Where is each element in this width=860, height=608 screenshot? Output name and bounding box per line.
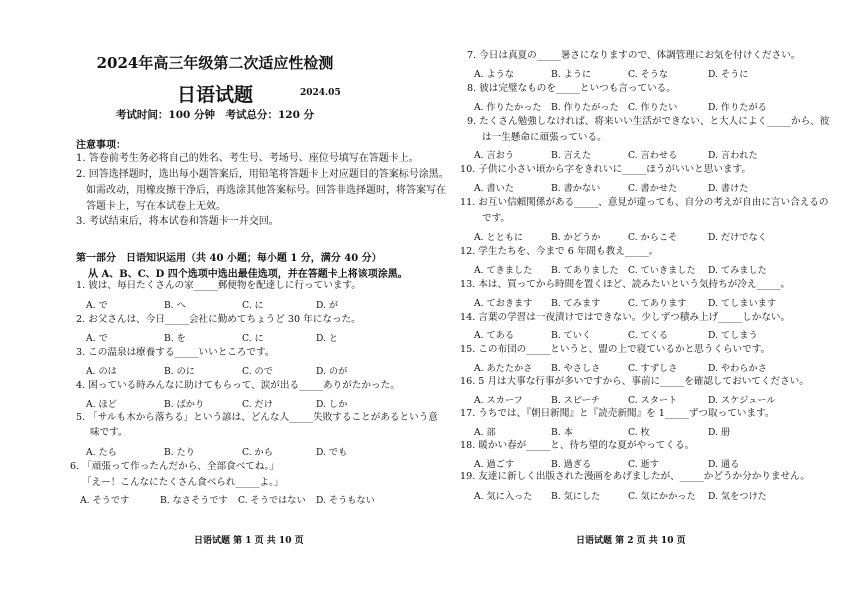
- option-a: A. ような: [474, 69, 515, 80]
- option-c: C. てくる: [628, 330, 669, 341]
- option-b: B. かどうか: [551, 232, 601, 243]
- option-a: A. そうです: [80, 495, 130, 506]
- question-7: 7. 今日は真夏の_____暑さになりますので、体調管理にお気を付けください。: [467, 50, 801, 61]
- question-14: 14. 言葉の学習は一夜漬けではできない。少しずつ積み上げ_____しかない。: [460, 312, 791, 323]
- option-c: C. すずしさ: [628, 363, 678, 374]
- option-b: B. 作りたがった: [551, 102, 619, 113]
- question-16-options: [474, 392, 814, 405]
- question-2: 2. お父さんは、今日_____会社に勤めてちょうど 30 年になった。: [76, 314, 361, 325]
- option-c: C. 枚: [628, 427, 650, 438]
- question-2-options: [86, 330, 416, 343]
- question-17: 17. うちでは、『朝日新聞』と『読売新聞』を 1_____ずつ取っています。: [460, 408, 775, 419]
- section-title: 第一部分 日语知识运用（共 40 小题；每小题 1 分，满分 40 分）: [76, 253, 382, 264]
- question-9: 9. たくさん勉強しなければ、将来いい生活ができない、と大人によく_____から、彼: [467, 116, 830, 127]
- question-15-options: [474, 360, 814, 373]
- question-1-options: [86, 297, 416, 310]
- question-9-options: [474, 147, 814, 160]
- question-5-options: [86, 444, 416, 457]
- question-10: 10. 子供に小さい頃から字をきれいに_____ほうがいいと思います。: [460, 164, 751, 175]
- option-b: B. てみます: [551, 298, 601, 309]
- option-d: D. しか: [316, 399, 348, 410]
- option-c: C. 言わせる: [628, 150, 678, 161]
- question-12-options: [474, 262, 814, 275]
- notice-title: 注意事项：: [76, 140, 126, 151]
- section-instruction: 从 A、B、C、D 四个选项中选出最佳选项，并在答题卡上将该项涂黑。: [88, 269, 408, 280]
- option-b: B. 過ぎる: [551, 459, 592, 470]
- option-d: D. が: [316, 300, 339, 311]
- option-a: A. 過ごす: [474, 459, 515, 470]
- option-d: D. と: [316, 333, 339, 344]
- option-d: D. 気をつけた: [708, 491, 767, 502]
- exam-page-2: [430, 0, 860, 608]
- option-d: D. スケジュール: [708, 395, 776, 406]
- option-d: D. でも: [316, 447, 348, 458]
- option-d: D. 言われた: [708, 150, 758, 161]
- option-d: D. やわらかさ: [708, 363, 767, 374]
- notice-line: 3. 考试结束后，将本试卷和答题卡一并交回。: [76, 216, 279, 227]
- question-4: 4. 困っている時みんなに助けてもらって、涙が出る_____ありがたかった。: [76, 380, 400, 391]
- question-8-options: [474, 99, 814, 112]
- question-6-continued: 「えー！こんなにたくさん食べられ_____よ。」: [82, 477, 284, 488]
- option-a: A. 書いた: [474, 183, 515, 194]
- question-3-options: [86, 363, 416, 376]
- option-b: B. へ: [164, 300, 186, 311]
- option-c: C. そうな: [628, 69, 669, 80]
- notice-line: 2. 回答选择题时，选出每小题答案后，用铅笔将答题卡上对应题目的答案标号涂黑。: [76, 169, 449, 180]
- question-17-options: [474, 424, 814, 437]
- option-c: C. に: [242, 333, 264, 344]
- option-a: A. 部: [474, 427, 496, 438]
- option-c: C. ていきました: [628, 265, 696, 276]
- exam-info: 考试时间：100 分钟 考试总分：120 分: [115, 109, 315, 121]
- option-c: C. だけ: [242, 399, 273, 410]
- option-c: C. そうではない: [238, 495, 306, 506]
- question-7-options: [474, 66, 814, 79]
- question-9-continued: は一生懸命に頑張っている。: [482, 132, 607, 143]
- option-b: B. なさそうです: [160, 495, 228, 506]
- question-13-options: [474, 295, 814, 308]
- option-d: D. 書けた: [708, 183, 749, 194]
- option-d: D. 册: [708, 427, 731, 438]
- question-18: 18. 暖かい春が_____と、待ち望的な夏がやってくる。: [460, 440, 695, 451]
- subject-title: 日语试题: [176, 84, 253, 106]
- option-a: A. のは: [86, 366, 117, 377]
- option-a: A. で: [86, 333, 108, 344]
- question-14-options: [474, 327, 814, 340]
- option-b: B. のに: [164, 366, 195, 377]
- option-d: D. 作りたがる: [708, 102, 767, 113]
- question-5-continued: 味です。: [90, 427, 128, 438]
- exam-date: 2024.05: [300, 88, 341, 98]
- option-d: D. てしまう: [708, 330, 758, 341]
- question-6: 6. 「頑張って作ったんだから、全部食べてね。」: [70, 461, 279, 472]
- page-footer: 日语试题 第 1 页 共 10 页: [194, 536, 304, 546]
- question-8: 8. 彼は完璧なものを_____といつも言っている。: [467, 83, 676, 94]
- option-d: D. てしまいます: [708, 298, 777, 309]
- question-11-continued: です。: [482, 213, 511, 224]
- option-a: A. とともに: [474, 232, 524, 243]
- option-b: B. 言えた: [551, 150, 592, 161]
- question-19: 19. 友達に新しく出版された漫画をあげましたが、_____かどうか分かりません。: [460, 471, 810, 482]
- option-c: C. 作りたい: [628, 102, 678, 113]
- option-a: A. てきました: [474, 265, 533, 276]
- question-16: 16. 5 月は大事な行事が多いですから、事前に_____を確認しておいてください。: [460, 376, 809, 387]
- question-11-options: [474, 229, 814, 242]
- question-6-options: [80, 492, 420, 505]
- option-a: A. 言おう: [474, 150, 515, 161]
- option-a: A. ておきます: [474, 298, 533, 309]
- option-b: B. 本: [551, 427, 573, 438]
- question-1: 1. 彼は、毎日たくさんの家_____郵便物を配達しに行っています。: [76, 280, 361, 291]
- option-c: C. からこそ: [628, 232, 678, 243]
- option-b: B. てありました: [551, 265, 619, 276]
- option-c: C. から: [242, 447, 273, 458]
- option-b: B. たり: [164, 447, 195, 458]
- option-d: D. 通る: [708, 459, 740, 470]
- option-b: B. ばかり: [164, 399, 205, 410]
- option-b: B. 気にした: [551, 491, 601, 502]
- option-d: D. そうに: [708, 69, 749, 80]
- option-a: A. スカーフ: [474, 395, 523, 406]
- option-c: C. に: [242, 300, 264, 311]
- option-a: A. 気に入った: [474, 491, 533, 502]
- option-a: A. ほど: [86, 399, 117, 410]
- option-c: C. てあります: [628, 298, 687, 309]
- option-b: B. 書かない: [551, 183, 601, 194]
- question-18-options: [474, 456, 814, 469]
- option-d: D. そうもない: [316, 495, 375, 506]
- option-a: A. あたたかさ: [474, 363, 533, 374]
- option-c: C. 気にかかった: [628, 491, 696, 502]
- option-d: D. だけでなく: [708, 232, 767, 243]
- notice-line: 如需改动，用橡皮擦干净后，再选涂其他答案标号。回答非选择题时，将答案写在: [76, 185, 446, 196]
- option-c: C. スタート: [628, 395, 678, 406]
- question-4-options: [86, 396, 416, 409]
- option-c: C. 書かせた: [628, 183, 678, 194]
- page-footer: 日语试题 第 2 页 共 10 页: [576, 536, 686, 546]
- option-a: A. たら: [86, 447, 117, 458]
- question-19-options: [474, 488, 814, 501]
- option-b: B. を: [164, 333, 186, 344]
- question-5: 5. 「サルも木から落ちる」という諺は、どんな人_____失敗することがあるという意: [76, 412, 438, 423]
- question-11: 11. お互い信頼関係がある_____、意見が違っても、自分の考えが自由に言い合えるの: [460, 197, 829, 208]
- option-b: B. スピーチ: [551, 395, 600, 406]
- option-a: A. で: [86, 300, 108, 311]
- question-13: 13. 本は、買ってから時間を置くほど、読みたいという気持ちが冷え_____。: [460, 279, 791, 290]
- question-12: 12. 学生たちを、今まで 6 年間も教え_____。: [460, 246, 659, 257]
- option-a: A. 作りたかった: [474, 102, 542, 113]
- option-c: C. 逝す: [628, 459, 659, 470]
- option-a: A. てある: [474, 330, 515, 341]
- option-b: B. やさしさ: [551, 363, 601, 374]
- question-10-options: [474, 180, 814, 193]
- option-d: D. てみました: [708, 265, 767, 276]
- option-b: B. ていく: [551, 330, 592, 341]
- notice-line: 1. 答卷前考生务必将自己的姓名、考生号、考场号、座位号填写在答题卡上。: [76, 153, 419, 164]
- notice-line: 答题卡上，写在本试卷上无效。: [76, 201, 226, 212]
- exam-title: 2024年高三年级第二次适应性检测: [96, 54, 334, 72]
- option-c: C. ので: [242, 366, 273, 377]
- option-b: B. ように: [551, 69, 592, 80]
- question-15: 15. この布団の_____というと、盟の上で寝ているかと思うくらいです。: [460, 344, 771, 355]
- option-d: D. のが: [316, 366, 348, 377]
- question-3: 3. この温泉は療養する_____いいところです。: [76, 347, 275, 358]
